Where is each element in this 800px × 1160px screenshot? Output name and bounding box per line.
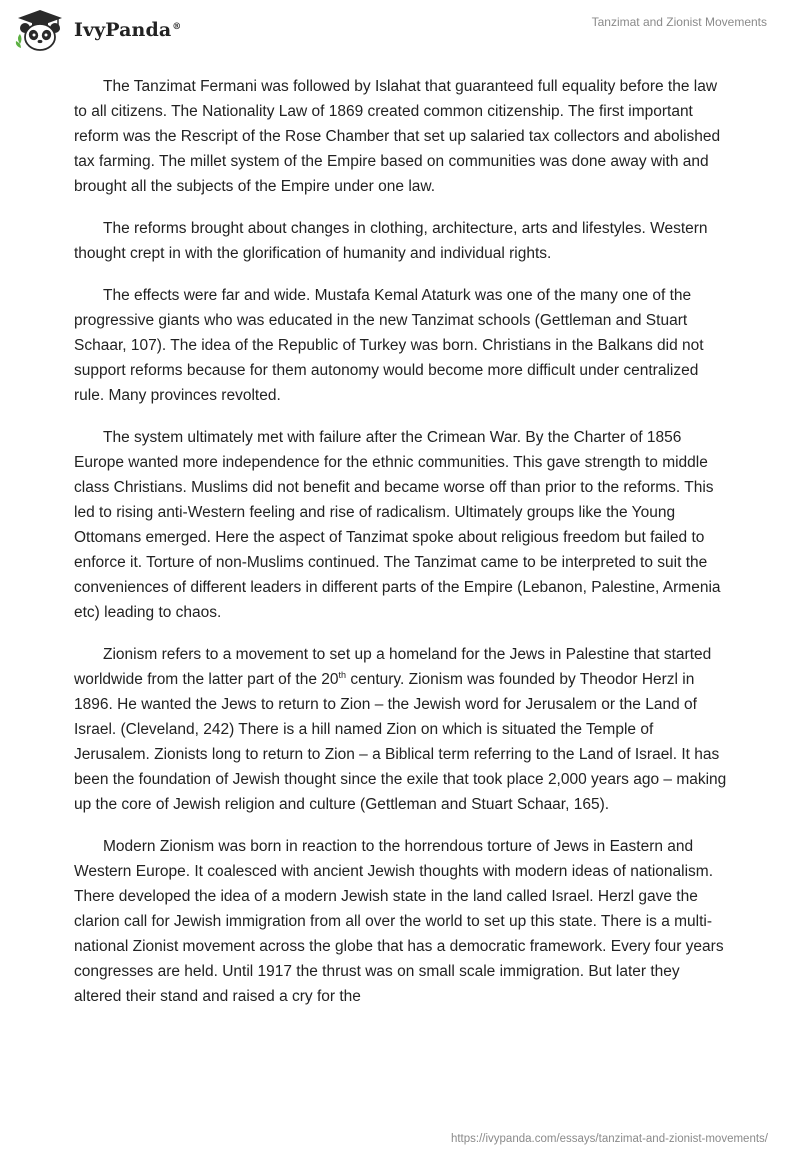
logo-wordmark: IvyPanda® (74, 19, 182, 41)
registered-mark: ® (172, 21, 182, 32)
ivypanda-logo[interactable] (14, 8, 181, 52)
page-header (0, 0, 800, 60)
paragraph-6: Modern Zionism was born in reaction to the horrendous torture of Jews in Eastern and Western Europe. It coalesced with ancient Jewish thoughts with modern ideas of nationalism. There developed the idea of a modern Jewish state in the land called Israel. Herzl gave the clarion call for Jewish immigration from all over the world to set up this state. There is a multi-national Zionist movement across the globe that has a democratic framework. Every four years congresses are held. Until 1917 the thrust was on small scale immigration. But later they altered their stand and raised a cry for the (74, 838, 724, 1005)
paragraph-5-text-after: century. Zionism was founded by Theodor Herzl in 1896. He wanted the Jews to return to Zion – the Jewish word for Jerusalem or the Land of Israel. (Cleveland, 242) There is a hill named Zion on which is situated the Temple of Jerusalem. Zionists long to return to Zion – a Biblical term referring to the Land of Israel. It has been the foundation of Jewish thought since the exile that took place 2,000 years ago – making up the core of Jewish religion and culture (Gettleman and Stuart Schaar, 165). (74, 671, 727, 813)
footer-url-link[interactable]: https://ivypanda.com/essays/tanzimat-and-zionist-movements/ (450, 1133, 768, 1145)
paragraph-1: The Tanzimat Fermani was followed by Islahat that guaranteed full equality before the law to all citizens. The Nationality Law of 1869 created common citizenship. The first important reform was the Rescript of the Rose Chamber that set up salaried tax collectors and abolished tax farming. The millet system of the Empire based on communities was done away with and brought all the subjects of the Empire under one law. (74, 78, 721, 195)
paragraph-4: The system ultimately met with failure after the Crimean War. By the Charter of 1856 Europe wanted more independence for the ethnic communities. This gave strength to middle class Christians. Muslims did not benefit and became worse off than prior to the reforms. This led to rising anti-Western feeling and rise of radicalism. Ultimately groups like the Young Ottomans emerged. Here the aspect of Tanzimat spoke about religious freedom but failed to enforce it. Torture of non-Muslims continued. The Tanzimat came to be interpreted to suit the conveniences of different leaders in different parts of the Empire (Lebanon, Palestine, Armenia etc) leading to chaos. (74, 429, 721, 621)
paragraph-5 (74, 642, 729, 817)
document-title: Tanzimat and Zionist Movements (591, 15, 767, 29)
paragraph-3: The effects were far and wide. Mustafa Kemal Ataturk was one of the many one of the progressive giants who was educated in the new Tanzimat schools (Gettleman and Stuart Schaar, 107). The idea of the Republic of Turkey was born. Christians in the Balkans did not support reforms because for them autonomy would become more difficult under centralized rule. Many provinces revolted. (74, 287, 704, 404)
panda-graduate-icon (14, 8, 66, 52)
paragraph-5-text-before: Zionism refers to a movement to set up a homeland for the Jews in Palestine that started worldwide from the latter part of the 20 (74, 646, 712, 688)
paragraph-2: The reforms brought about changes in clothing, architecture, arts and lifestyles. Western thought crept in with the glorification of humanity and individual rights. (74, 220, 708, 262)
essay-body (74, 74, 729, 1026)
superscript-th: th (338, 669, 347, 680)
